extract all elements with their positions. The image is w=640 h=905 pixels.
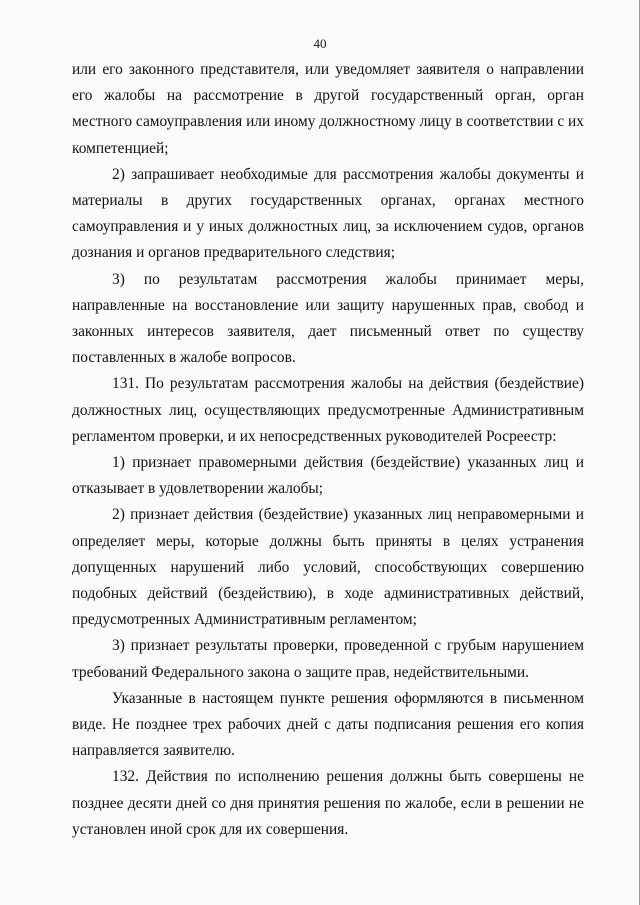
list-item-2-request-documents: 2) запрашивает необходимые для рассмотрения жалобы документы и материалы в других государственных органах, органах местного самоуправления и у иных должностных лиц, за исключением судов, органов дознания и органов предварительного следствия; <box>72 165 584 262</box>
clause-131-item-2: 2) признает действия (бездействие) указанных лиц неправомерными и определяет меры, которые должны быть приняты в целях устранения допущенных нарушений либо условий, способствующих совершению подобных действий (бездействию), в ходе административных действий, предусмотренных Административным регламентом; <box>72 506 584 629</box>
clause-131-item-1: 1) признает правомерными действия (бездействие) указанных лиц и отказывает в удовлетворении жалобы; <box>72 454 584 498</box>
decisions-note: Указанные в настоящем пункте решения оформляются в письменном виде. Не позднее трех рабочих дней с даты подписания решения его копия направляется заявителю. <box>72 689 584 760</box>
list-item-3-take-measures: 3) по результатам рассмотрения жалобы принимает меры, направленные на восстановление или защиту нарушенных прав, свобод и законных интересов заявителя, дает письменный ответ по существу поставленных в жалобе вопросов. <box>72 270 584 367</box>
clause-132: 132. Действия по исполнению решения должны быть совершены не позднее десяти дней со дня принятия решения по жалобе, если в решении не установлен иной срок для их совершения. <box>72 768 584 838</box>
clause-131-item-3: 3) признает результаты проверки, проведенной с грубым нарушением требований Федерального закона о защите прав, недействительными. <box>72 637 584 681</box>
page-number: 40 <box>313 36 327 51</box>
document-body <box>72 57 584 843</box>
paragraph-continued-from-previous-page: или его законного представителя, или уведомляет заявителя о направлении его жалобы на рассмотрение в другой государственный орган, орган местного самоуправления или иному должностному лицу в соответствии с их компетенцией; <box>72 61 584 157</box>
clause-131: 131. По результатам рассмотрения жалобы на действия (бездействие) должностных лиц, осуществляющих предусмотренные Административным регламентом проверки, и их непосредственных руководителей Росреестр: <box>72 375 584 445</box>
